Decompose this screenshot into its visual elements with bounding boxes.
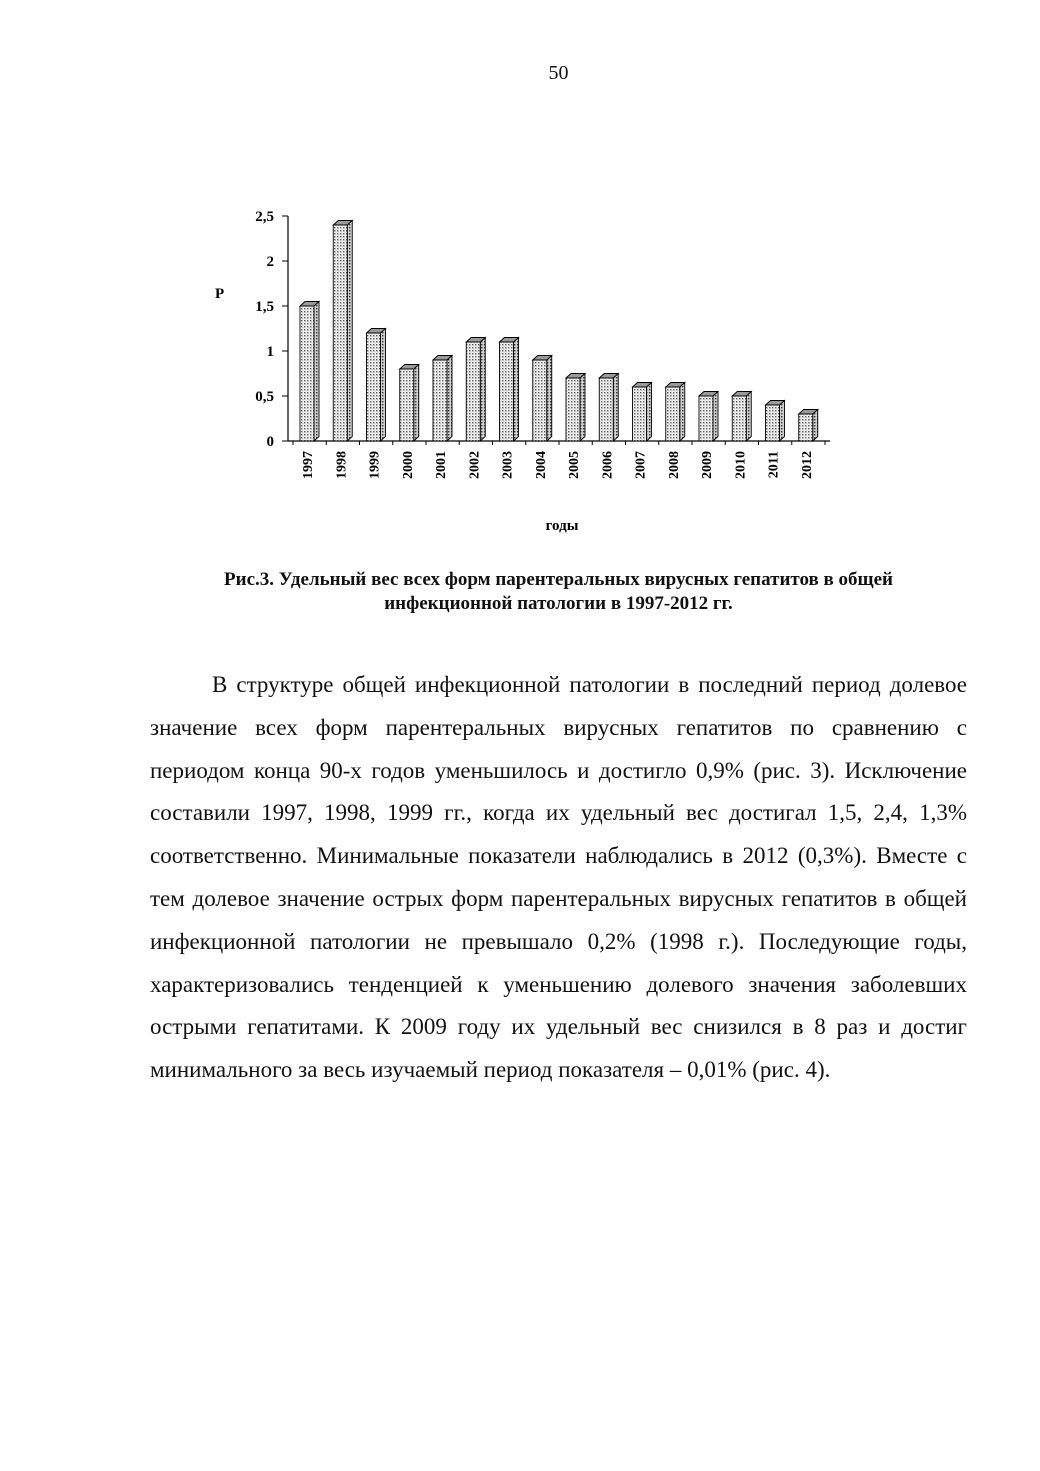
x-tick-label: 2006 [600,451,616,479]
bar-side [447,356,452,442]
bar-side [547,356,552,442]
bar [500,342,514,441]
x-tick-label: 2007 [633,451,649,479]
x-tick-label: 2008 [666,451,682,479]
bar-side [680,383,685,442]
bar [300,306,314,441]
bar-side [314,302,319,442]
y-tick-label: 2,5 [255,209,274,225]
y-tick-label: 2 [266,254,274,270]
bar [633,387,647,441]
x-tick-label: 2009 [700,451,715,479]
body-paragraph: В структуре общей инфекционной патологии в последний период долевое значение всех форм парентеральных вирусных гепатитов по сравнению с периодом конца 90-х годов уменьшилось и достигло 0,9% (рис. 3). Исключение составили 1997, 1998, 1999 гг., когда их удельный вес достигал 1,5, 2,4, 1,3% соответственно. Минимальные показатели наблюдались в 2012 (0,3%). Вместе с тем долевое значение острых форм парентеральных вирусных гепатитов в общей инфекционной патологии не превышало 0,2% (1998 г.). Последующие годы, характеризовались тенденцией к уменьшению долевого значения заболевших острыми гепатитами. К 2009 году их удельный вес снизился в 8 раз и достиг минимального за весь изучаемый период показателя – 0,01% (рис. 4). [150,672,967,1083]
x-tick-label: 2011 [766,451,782,479]
bar [433,360,447,441]
caption-line-1: Рис.3. Удельный вес всех форм парентеральных вирусных гепатитов в общей [224,569,893,590]
x-tick-label: 2012 [799,451,815,479]
bar-side [480,338,485,442]
bar [466,342,480,441]
bar-chart [190,200,850,550]
x-tick-label: 2002 [467,451,483,479]
bar [333,225,347,441]
bar [699,396,713,441]
y-tick-label: 1,5 [255,299,274,315]
bar-side [381,329,386,442]
bar-side [613,374,618,442]
page-number: 50 [548,62,569,84]
bar-side [347,221,352,442]
bar [599,378,613,441]
x-tick-label: 2000 [400,451,416,479]
y-tick-label: 0 [266,434,274,450]
x-tick-label: 2001 [434,451,449,479]
bar-side [580,374,585,442]
x-tick-label: 1997 [301,451,316,479]
bar-side [780,401,785,442]
bar-side [514,338,519,442]
bar [367,333,381,441]
caption-line-2: инфекционной патологии в 1997-2012 гг. [384,593,733,614]
bar-side [746,392,751,442]
bar-side [414,365,419,442]
y-axis-label: P [215,286,225,302]
x-tick-label: 2003 [500,451,516,479]
x-tick-label: 2005 [567,451,582,479]
bar-side [813,410,818,442]
body-text [150,664,967,1092]
y-tick-label: 0,5 [255,389,274,405]
bar [799,414,813,441]
x-tick-label: 2010 [733,451,749,479]
bar [732,396,746,441]
bar [400,369,414,441]
bar [666,387,680,441]
bar-side [713,392,718,442]
bar [566,378,580,441]
y-tick-label: 1 [266,344,274,360]
x-axis-label: годы [545,518,579,534]
x-tick-label: 1998 [334,451,350,479]
x-tick-label: 2004 [533,451,549,479]
x-tick-label: 1999 [367,451,383,479]
bar [766,405,780,441]
bar [533,360,547,441]
chart-svg [190,200,850,550]
figure-caption [150,568,967,616]
bar-side [647,383,652,442]
